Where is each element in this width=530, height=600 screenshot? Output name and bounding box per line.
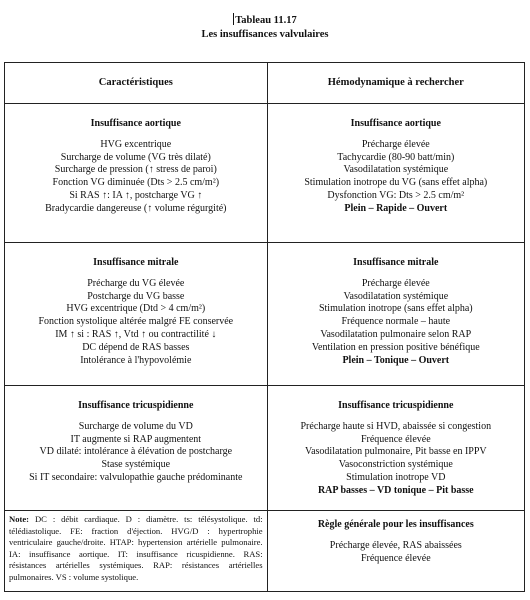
table-caption xyxy=(0,13,530,42)
list-item: Si IT secondaire: valvulopathie gauche prédominante xyxy=(29,471,243,483)
list-item: Intolérance à l'hypovolémie xyxy=(80,354,192,366)
mitral-hemodynamics-cell xyxy=(267,243,524,386)
note-label: Note: xyxy=(9,514,30,524)
note-text: DC : débit cardiaque. D : diamètre. ts: télésystolique. td: télédiastolique. FE: fraction d'éjection. HVG/D : hypertrophie ventriculaire gauche/droite. HTAP: hypertension artérielle pulmonaire. IA: insuffisance aortique. IT: insuffisance ricuspidienne. RAS: résistances artérielles systémiques. RAP: résistances artérielles pulmonaires. VS : volume systolique. xyxy=(9,514,263,582)
list-item: Stimulation inotrope du VG (sans effet alpha) xyxy=(304,177,488,189)
abbreviation-note-cell xyxy=(5,511,268,592)
section-title: Insuffisance mitrale xyxy=(93,257,179,268)
list-item: Tachycardie (80-90 batt/min) xyxy=(337,151,455,163)
list-item: Vasodilatation pulmonaire, Pit basse en IPPV xyxy=(304,446,487,458)
list-item: Fréquence élevée xyxy=(360,433,431,445)
list-item: IM ↑ si : RAS ↑, Vtd ↑ ou contractilité ↓ xyxy=(55,328,217,340)
list-item: Précharge du VG élevée xyxy=(87,277,185,289)
list-item: Fonction VG diminuée (Dts > 2.5 cm/m²) xyxy=(52,177,220,189)
list-item: Bradycardie dangereuse (↑ volume régurgité) xyxy=(45,202,227,214)
valvular-insufficiency-table xyxy=(4,62,525,592)
table-row xyxy=(5,511,525,592)
list-item: IT augmente si RAP augmentent xyxy=(70,433,202,445)
list-item: HVG excentrique xyxy=(100,138,172,150)
list-item: Ventilation en pression positive bénéfique xyxy=(311,341,480,353)
list-item: Précharge élevée xyxy=(361,277,430,289)
section-title: Insuffisance mitrale xyxy=(353,257,439,268)
aortic-hemodynamics-cell xyxy=(267,104,524,243)
list-item: Si RAS ↑: IA ↑, postcharge VG ↑ xyxy=(69,189,203,201)
header-row xyxy=(5,63,525,104)
list-item: Surcharge de volume du VD xyxy=(78,420,193,432)
table-title: Les insuffisances valvulaires xyxy=(201,29,329,40)
list-item: DC dépend de RAS basses xyxy=(82,341,190,353)
section-title: Règle générale pour les insuffisances xyxy=(317,519,474,530)
list-item: HVG excentrique (Dtd > 4 cm/m²) xyxy=(66,303,206,315)
list-item: Postcharge du VG basse xyxy=(87,290,185,302)
section-title: Insuffisance aortique xyxy=(90,118,181,129)
list-item: Surcharge de volume (VG très dilaté) xyxy=(60,151,211,163)
aortic-characteristics-cell xyxy=(5,104,268,243)
list-item: Vasodilatation systémique xyxy=(343,290,449,302)
list-item: Précharge élevée xyxy=(361,138,430,150)
section-title: Insuffisance tricuspidienne xyxy=(78,400,194,411)
summary-line: Plein – Rapide – Ouvert xyxy=(344,202,448,214)
list-item: Vasodilatation systémique xyxy=(343,164,449,176)
list-item: Vasoconstriction systémique xyxy=(338,459,453,471)
list-item: Précharge haute si HVD, abaissée si congestion xyxy=(300,420,492,432)
list-item: Fonction systolique altérée malgré FE conservée xyxy=(38,316,234,328)
summary-line: Plein – Tonique – Ouvert xyxy=(342,354,450,366)
tricuspid-characteristics-cell xyxy=(5,386,268,511)
list-item: Vasodilatation pulmonaire selon RAP xyxy=(320,328,472,340)
summary-line: RAP basses – VD tonique – Pit basse xyxy=(317,484,474,496)
list-item: Fréquence normale – haute xyxy=(341,316,451,328)
header-characteristics: Caractéristiques xyxy=(5,63,268,104)
list-item: Stimulation inotrope VD xyxy=(346,471,446,483)
list-item: Fréquence élevée xyxy=(360,552,431,564)
table-row xyxy=(5,104,525,243)
list-item: Surcharge de pression (↑ stress de paroi) xyxy=(54,164,217,176)
list-item: Précharge élevée, RAS abaissées xyxy=(329,539,462,551)
section-title: Insuffisance tricuspidienne xyxy=(338,400,454,411)
table-row xyxy=(5,243,525,386)
section-title: Insuffisance aortique xyxy=(350,118,441,129)
table-row xyxy=(5,386,525,511)
list-item: Dysfonction VG: Dts > 2.5 cm/m² xyxy=(327,189,465,201)
list-item: Stimulation inotrope (sans effet alpha) xyxy=(318,303,473,315)
list-item: Stase systémique xyxy=(101,459,171,471)
general-rule-cell xyxy=(267,511,524,592)
table-number: Tableau 11.17 xyxy=(235,15,297,26)
list-item: VD dilaté: intolérance à élévation de postcharge xyxy=(39,446,233,458)
mitral-characteristics-cell xyxy=(5,243,268,386)
header-hemodynamics: Hémodynamique à rechercher xyxy=(267,63,524,104)
tricuspid-hemodynamics-cell xyxy=(267,386,524,511)
